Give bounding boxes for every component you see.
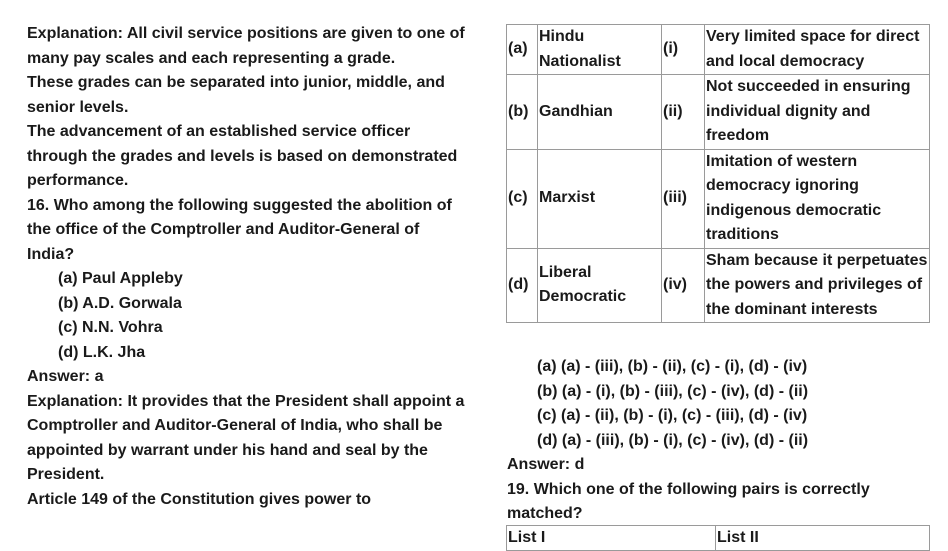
table-cell: (b): [507, 75, 538, 150]
list-header-1: List I: [507, 526, 716, 551]
table-cell: (ii): [662, 75, 705, 150]
table-cell: (a): [507, 25, 538, 75]
table-cell: Not succeeded in ensuring individual dignity and freedom: [705, 75, 930, 150]
match-option-a: (a) (a) - (iii), (b) - (ii), (c) - (i), (d) - (iv): [537, 358, 808, 375]
match-option-b: (b) (a) - (i), (b) - (iii), (c) - (iv), (d) - (ii): [537, 382, 809, 400]
table-row: [507, 75, 930, 150]
match-options: [537, 355, 808, 453]
table-cell: Gandhian: [538, 75, 662, 150]
table-cell: Hindu Nationalist: [538, 25, 662, 75]
table-cell: Liberal Democratic: [538, 248, 662, 323]
table-cell: Very limited space for direct and local democracy: [705, 25, 930, 75]
table-row: [507, 526, 930, 551]
table-cell: Sham because it perpetuates the powers and privileges of the dominant interests: [705, 248, 930, 323]
table-cell: (d): [507, 248, 538, 323]
table-cell: (c): [507, 149, 538, 248]
answer-16: Answer: a: [27, 368, 104, 385]
table-cell: Marxist: [538, 149, 662, 248]
match-option-c: (c) (a) - (ii), (b) - (i), (c) - (iii), (d) - (iv): [537, 407, 808, 424]
list-table: [506, 525, 930, 551]
table-row: [507, 248, 930, 323]
match-table: [506, 24, 930, 323]
table-cell: (iv): [662, 248, 705, 323]
question-16: 16. Who among the following suggested the abolition of the office of the Comptroller and Auditor-General of India?: [27, 196, 452, 263]
table-cell: (iii): [662, 149, 705, 248]
explanation-paragraph: These grades can be separated into junior, middle, and senior levels.: [27, 74, 445, 116]
table-row: [507, 25, 930, 75]
explanation-paragraph: Explanation: All civil service positions are given to one of many pay scales and each representing a grade.: [27, 25, 465, 67]
right-text: [507, 453, 927, 527]
explanation-paragraph: Explanation: It provides that the President shall appoint a Comptroller and Auditor-General of India, who shall be appointed by warrant under his hand and seal by the President.: [27, 392, 465, 483]
article-paragraph: Article 149 of the Constitution gives power to: [27, 490, 372, 508]
q16-option-b: (b) A.D. Gorwala: [58, 294, 182, 312]
table-cell: Imitation of western democracy ignoring indigenous democratic traditions: [705, 149, 930, 248]
q16-option-a: (a) Paul Appleby: [58, 270, 183, 287]
table-cell: (i): [662, 25, 705, 75]
table-row: [507, 149, 930, 248]
question-19: 19. Which one of the following pairs is correctly matched?: [507, 480, 870, 522]
list-header-2: List II: [716, 526, 930, 551]
answer-18: Answer: d: [507, 456, 585, 473]
left-column: [27, 22, 467, 512]
q16-option-c: (c) N.N. Vohra: [58, 319, 163, 336]
q16-option-d: (d) L.K. Jha: [58, 343, 146, 361]
explanation-paragraph: The advancement of an established service officer through the grades and levels is based on demonstrated performance.: [27, 123, 458, 189]
match-option-d: (d) (a) - (iii), (b) - (i), (c) - (iv), (d) - (ii): [537, 431, 809, 449]
